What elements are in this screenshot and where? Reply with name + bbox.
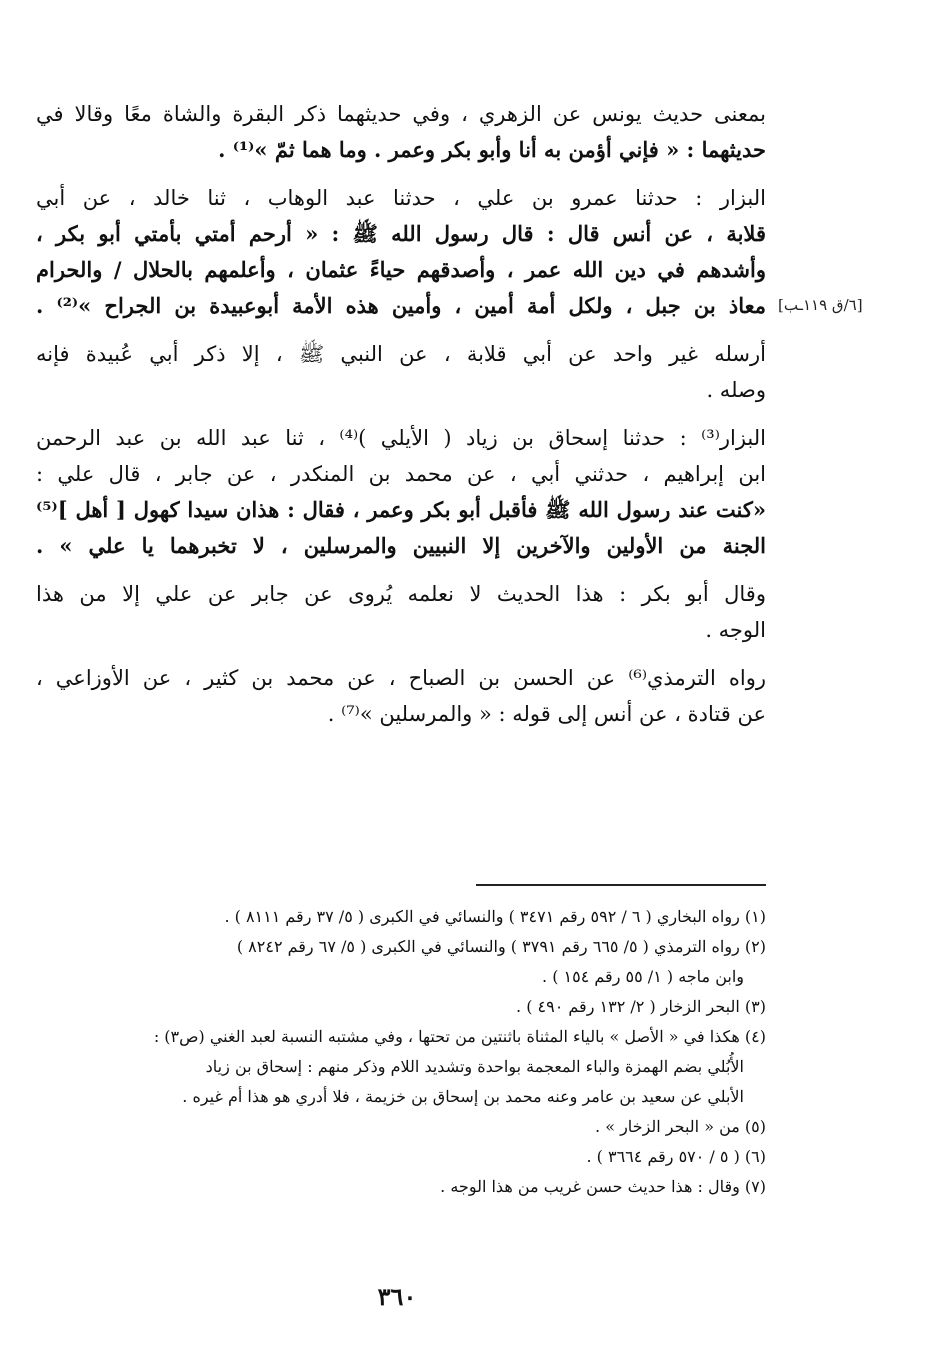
text-line: «كنت عند رسول الله ﷺ فأقبل أبو بكر وعمر ، فقال : هذان سيدا كهول [ أهل ]⁽⁵⁾ [36, 497, 766, 522]
footnote: (٢) رواه الترمذي ( ٥/ ٦٦٥ رقم ٣٧٩١ ) والنسائي في الكبرى ( ٥/ ٦٧ رقم ٨٢٤٢ ) [236, 937, 766, 956]
text-line: ابن إبراهيم ، حدثني أبي ، عن محمد بن المنكدر ، عن جابر ، قال علي : [36, 462, 766, 486]
text-line: وأشدهم في دين الله عمر ، وأصدقهم حياءً عثمان ، وأعلمهم بالحلال / والحرام [36, 257, 766, 282]
main-text [36, 96, 766, 732]
text-line: حديثهما : « فإني أؤمن به أنا وأبو بكر وعمر . وما هما ثمّ »⁽¹⁾ . [218, 137, 766, 162]
text-line: أرسله غير واحد عن أبي قلابة ، عن النبي ﷺ ، إلا ذكر أبي عُبيدة فإنه [36, 342, 766, 366]
text-line: عن قتادة ، عن أنس إلى قوله : « والمرسلين »⁽⁷⁾ . [327, 702, 766, 726]
text-line: وصله . [706, 378, 766, 402]
footnote-divider [476, 884, 766, 886]
text-line: الوجه . [705, 618, 766, 642]
manuscript-folio-note: [٦/ق ١١٩ـب] [778, 296, 863, 314]
text-line: رواه الترمذي⁽⁶⁾ عن الحسن بن الصباح ، عن محمد بن كثير ، عن الأوزاعي ، [36, 666, 766, 690]
page-number: ٣٦٠ [377, 1282, 417, 1311]
footnote: (١) رواه البخاري ( ٦ / ٥٩٢ رقم ٣٤٧١ ) والنسائي في الكبرى ( ٥/ ٣٧ رقم ٨١١١ ) . [224, 907, 766, 926]
footnote: (٦) ( ٥ / ٥٧٠ رقم ٣٦٦٤ ) . [586, 1147, 766, 1166]
footnote: (٣) البحر الزخار ( ٢/ ١٣٢ رقم ٤٩٠ ) . [516, 997, 766, 1016]
footnote: (٧) وقال : هذا حديث حسن غريب من هذا الوجه . [440, 1177, 766, 1196]
footnotes [10, 902, 766, 1202]
text-line: قلابة ، عن أنس قال : قال رسول الله ﷺ : « أرحم أمتي بأمتي أبو بكر ، [36, 221, 766, 246]
footnote-continuation: وابن ماجه ( ١/ ٥٥ رقم ١٥٤ ) . [542, 967, 744, 986]
text-line: وقال أبو بكر : هذا الحديث لا نعلمه يُروى عن جابر عن علي إلا من هذا [36, 582, 766, 606]
footnote: (٥) من « البحر الزخار » . [595, 1117, 766, 1136]
footnote-continuation: الأُبُلي بضم الهمزة والباء المعجمة بواحدة وتشديد اللام وذكر منهم : إسحاق بن زياد [205, 1057, 744, 1076]
text-line: بمعنى حديث يونس عن الزهري ، وفي حديثهما ذكر البقرة والشاة معًا وقالا في [36, 102, 766, 126]
text-line: البزار⁽³⁾ : حدثنا إسحاق بن زياد ( الأيلي )⁽⁴⁾ ، ثنا عبد الله بن عبد الرحمن [36, 426, 766, 450]
text-line: البزار : حدثنا عمرو بن علي ، حدثنا عبد الوهاب ، ثنا خالد ، عن أبي [36, 186, 766, 210]
text-line: الجنة من الأولين والآخرين إلا النبيين والمرسلين ، لا تخبرهما يا علي » . [36, 533, 766, 558]
footnote: (٤) هكذا في « الأصل » بالياء المثناة باثنتين من تحتها ، وفي مشتبه النسبة لعبد الغني (ص٣) : [153, 1027, 766, 1046]
text-line: معاذ بن جبل ، ولكل أمة أمين ، وأمين هذه الأمة أبوعبيدة بن الجراح »⁽²⁾ . [36, 293, 766, 318]
footnote-continuation: الأبلي عن سعيد بن عامر وعنه محمد بن إسحاق بن خزيمة ، فلا أدري هو هذا أم غيره . [182, 1087, 744, 1106]
